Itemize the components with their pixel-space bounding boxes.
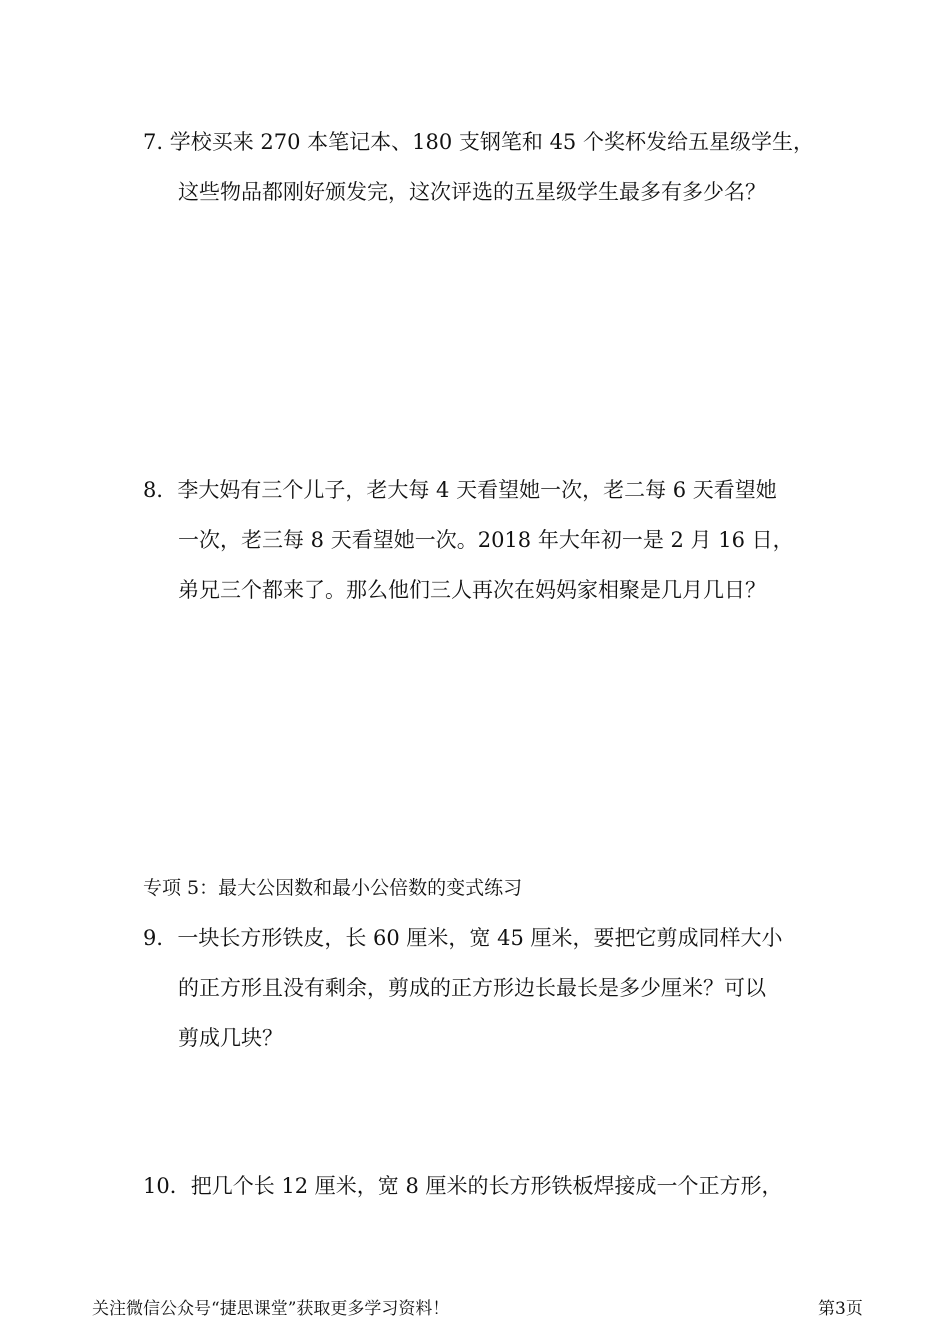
section-title: 专项 5：最大公因数和最小公倍数的变式练习	[143, 877, 523, 899]
question-7-line-1: 7. 学校买来 270 本笔记本、180 支钢笔和 45 个奖杯发给五星级学生，	[143, 130, 814, 154]
question-8-line-1: 8．李大妈有三个儿子，老大每 4 天看望她一次，老二每 6 天看望她	[143, 478, 777, 502]
question-8-line-2: 一次，老三每 8 天看望她一次。2018 年大年初一是 2 月 16 日，	[178, 528, 794, 552]
question-8-line-3: 弟兄三个都来了。那么他们三人再次在妈妈家相聚是几月几日？	[178, 578, 766, 602]
question-10-line-1: 10．把几个长 12 厘米，宽 8 厘米的长方形铁板焊接成一个正方形，	[143, 1174, 783, 1198]
question-9-line-3: 剪成几块？	[178, 1026, 283, 1050]
question-9-line-2: 的正方形且没有剩余，剪成的正方形边长最长是多少厘米？可以	[178, 976, 766, 1000]
question-7-line-2: 这些物品都刚好颁发完，这次评选的五星级学生最多有多少名？	[178, 180, 766, 204]
page-number: 第3页	[818, 1299, 863, 1319]
footer-promo: 关注微信公众号“捷思课堂”获取更多学习资料！	[92, 1299, 450, 1319]
question-9-line-1: 9．一块长方形铁皮，长 60 厘米，宽 45 厘米，要把它剪成同样大小	[143, 926, 783, 950]
